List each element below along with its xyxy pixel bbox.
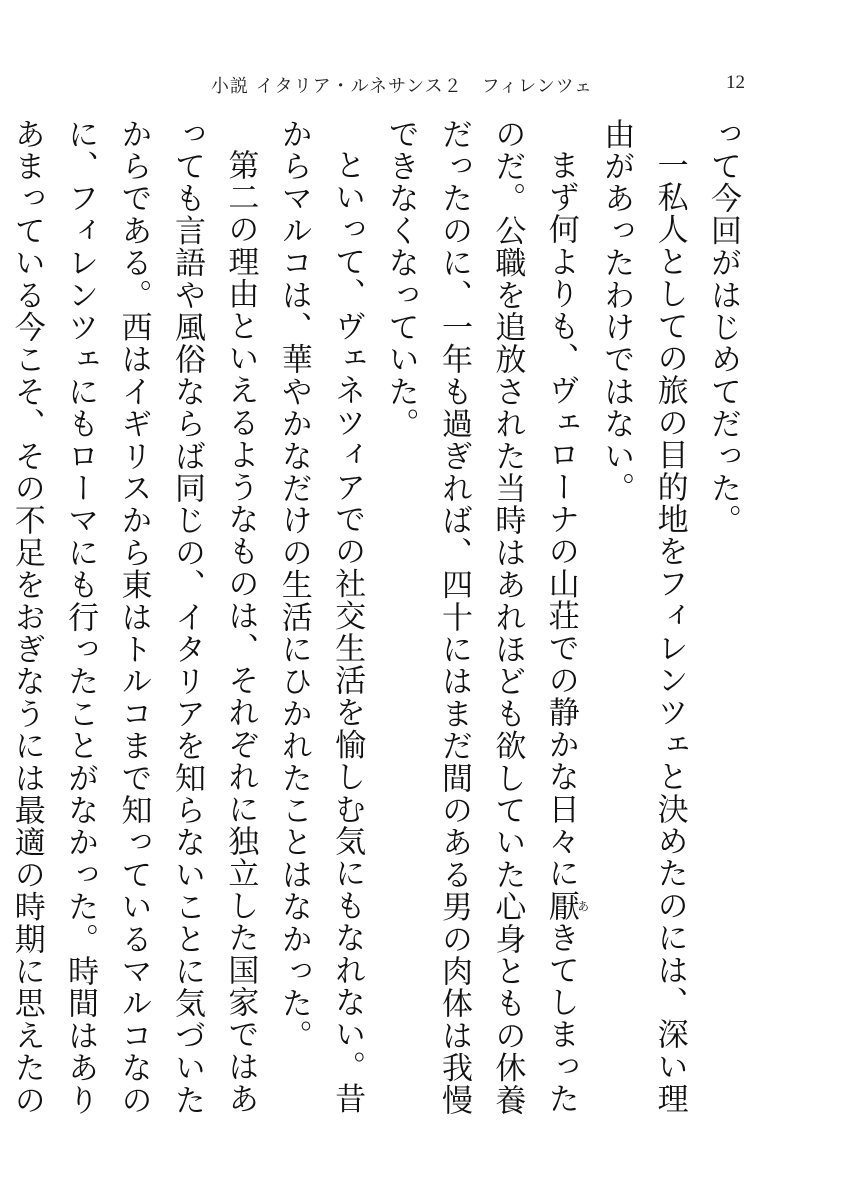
paragraph-text-before-ruby: まず何よりも、ヴェローナの山荘での静かな日々に: [542, 149, 579, 890]
ruby-reading: あ: [575, 889, 590, 922]
running-header-title: 小説 イタリア・ルネサンス２ フィレンツェ: [210, 76, 593, 97]
ruby-base: 厭: [542, 889, 579, 922]
paragraph: といって、ヴェネツィアでの社交生活を愉しむ気にもなれない。昔からマルコは、華やかなだけの生活にひかれたことはなかった。: [275, 118, 366, 1115]
paragraph: 第二の理由といえるようなものは、それぞれに独立した国家ではあっても言語や風俗ならば同じの、イタリアを知らないことに気づいたからである。西はイギリスから東はトルコまで知っているマルコなのに、フィレンツェにもローマにも行ったことがなかった。時間はありあまっている今こそ、その不足をおぎなうには最適の時期に思えたの: [8, 118, 259, 1117]
ruby-annotation: [542, 889, 590, 922]
paragraph: 一私人としての旅の目的地をフィレンツェと決めたのには、深い理由があったわけではない。: [598, 118, 688, 1115]
paragraph-continued: って今回がはじめてだった。: [705, 118, 741, 537]
paragraph: [373, 118, 589, 1138]
paragraph-text-after-ruby: きてしまったのだ。公職を追放された当時はあれほども欲していた心身ともの休養だったのに、一年も過ぎれば、四十にはまだ間のある男の肉体は我慢できなくなっていた。: [382, 118, 579, 1117]
body-text: [8, 118, 749, 1138]
page-number: 12: [726, 72, 745, 93]
